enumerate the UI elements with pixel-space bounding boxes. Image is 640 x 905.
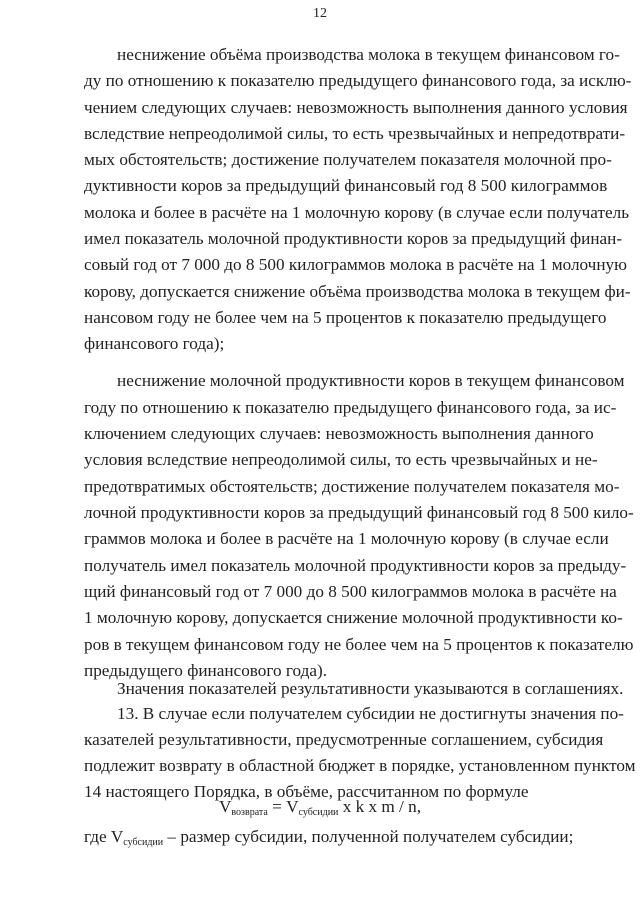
text-line: ров в текущем финансовом году не более чем на 5 процентов к показателю — [84, 635, 634, 654]
text-line: дуктивности коров за предыдущий финансовый год 8 500 килограммов — [84, 176, 608, 195]
definition-line — [84, 826, 575, 854]
text-line: ключением следующих случаев: невозможность выполнения данного — [84, 424, 594, 443]
text-line: 13. В случае если получателем субсидии не достигнуты значения по- — [117, 704, 624, 723]
text-line: условия вследствие непреодолимой силы, то есть чрезвычайных и не- — [84, 450, 598, 469]
formula-v-return: V — [218, 797, 232, 816]
text-line: совый год от 7 000 до 8 500 килограммов молока в расчёте на 1 молочную — [84, 255, 627, 274]
text-line: нансовом году не более чем на 5 процентов к показателю предыдущего — [84, 308, 607, 327]
text-line: 14 настоящего Порядка, в объёме, рассчитанном по формуле — [84, 782, 529, 801]
text-line: чением следующих случаев: невозможность выполнения данного условия — [84, 98, 628, 117]
text-line: корову, допускается снижение объёма производства молока в текущем фи- — [84, 282, 631, 301]
definition-sub: субсидии — [123, 837, 164, 848]
text-line: имел показатель молочной продуктивности коров за предыдущий финан- — [84, 229, 623, 248]
text-line: казателей результативности, предусмотренные соглашением, субсидия — [84, 730, 604, 749]
formula-rest: x k x m / n, — [338, 797, 421, 816]
text-line: вследствие непреодолимой силы, то есть чрезвычайных и непредотврати- — [84, 124, 626, 143]
page-number: 12 — [313, 6, 327, 21]
text-line: мых обстоятельств; достижение получателем показателя молочной про- — [84, 150, 612, 169]
formula-sub-subsidy: субсидии — [298, 807, 339, 818]
text-line: Значения показателей результативности указываются в соглашениях. — [117, 679, 624, 698]
text-line: граммов молока и более в расчёте на 1 молочную корову (в случае если — [84, 529, 609, 548]
text-line: 1 молочную корову, допускается снижение молочной продуктивности ко- — [84, 608, 623, 627]
formula-equals-v: = V — [267, 797, 299, 816]
text-line: получатель имел показатель молочной продуктивности коров за предыду- — [84, 556, 627, 575]
text-line: неснижение молочной продуктивности коров в текущем финансовом — [117, 371, 625, 390]
formula — [0, 796, 640, 824]
text-line: предыдущего финансового года). — [84, 661, 327, 680]
text-line: щий финансовый год от 7 000 до 8 500 килограммов молока в расчёте на — [84, 582, 617, 601]
definition-prefix: где V — [84, 827, 124, 846]
text-line: году по отношению к показателю предыдущего финансового года, за ис- — [84, 398, 617, 417]
text-line: молока и более в расчёте на 1 молочную корову (в случае если получатель — [84, 203, 630, 222]
text-line: предотвратимых обстоятельств; достижение получателем показателя мо- — [84, 477, 620, 496]
text-line: финансового года); — [84, 334, 225, 353]
text-line: неснижение объёма производства молока в текущем финансовом го- — [117, 45, 620, 64]
text-line: подлежит возврату в областной бюджет в порядке, установленном пунктом — [84, 756, 636, 775]
definition-text: – размер субсидии, полученной получателем субсидии; — [163, 827, 574, 846]
text-line: ду по отношению к показателю предыдущего финансового года, за исклю- — [84, 71, 632, 90]
formula-sub-return: возврата — [231, 807, 268, 818]
text-line: лочной продуктивности коров за предыдущий финансовый год 8 500 кило- — [84, 503, 634, 522]
